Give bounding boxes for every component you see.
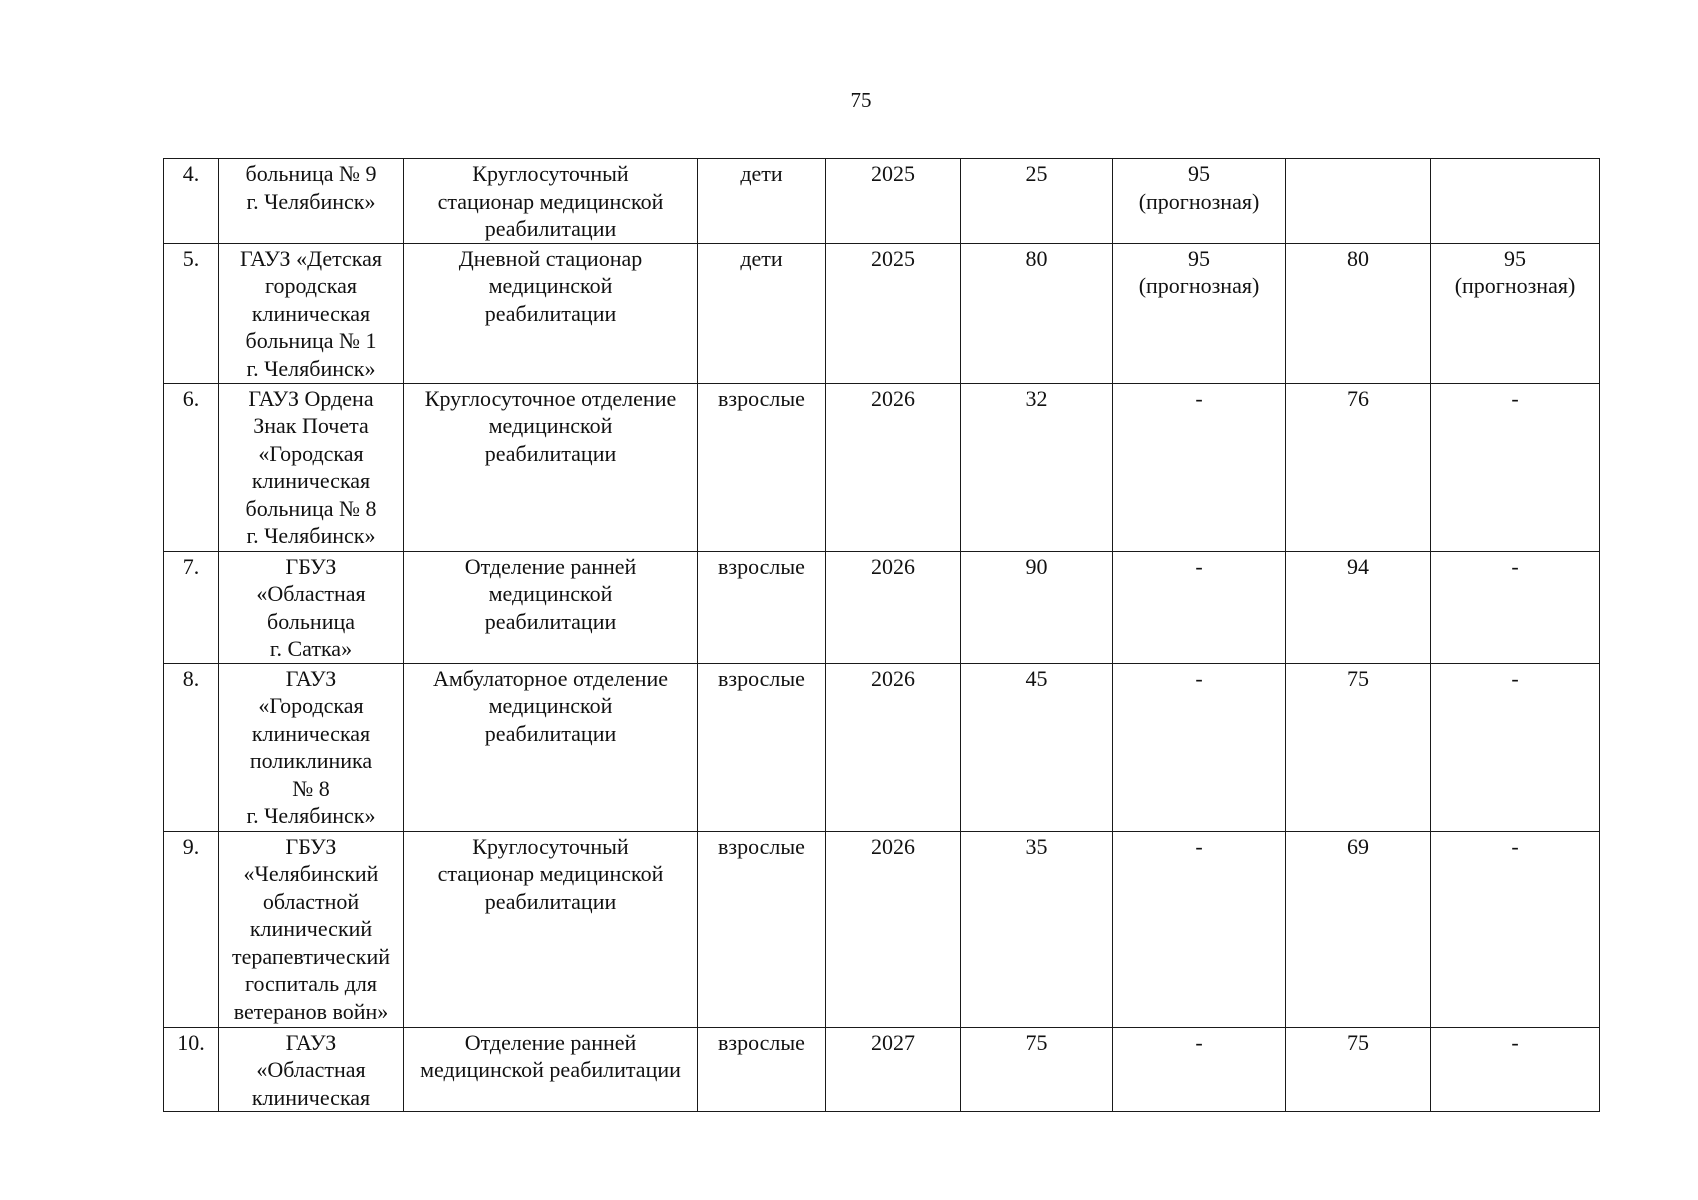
patient-group: дети <box>698 243 826 383</box>
value-2: - <box>1113 383 1286 551</box>
organization-name: ГАУЗ «Детская городская клиническая больница № 1 г. Челябинск» <box>219 243 404 383</box>
organization-name: ГАУЗ Ордена Знак Почета «Городская клиническая больница № 8 г. Челябинск» <box>219 383 404 551</box>
value-3: 94 <box>1286 551 1431 663</box>
row-number: 7. <box>164 551 219 663</box>
patient-group: дети <box>698 159 826 244</box>
value-4: - <box>1431 551 1600 663</box>
value-3: 75 <box>1286 1027 1431 1112</box>
value-2: - <box>1113 663 1286 831</box>
value-4: - <box>1431 663 1600 831</box>
organization-name: больница № 9 г. Челябинск» <box>219 159 404 244</box>
value-1: 32 <box>961 383 1113 551</box>
row-number: 4. <box>164 159 219 244</box>
unit-name: Отделение ранней медицинской реабилитации <box>404 1027 698 1112</box>
value-1: 75 <box>961 1027 1113 1112</box>
year: 2026 <box>826 831 961 1027</box>
value-3: 69 <box>1286 831 1431 1027</box>
value-4: - <box>1431 831 1600 1027</box>
value-2: 95 (прогнозная) <box>1113 243 1286 383</box>
table-row <box>164 831 1600 1027</box>
year: 2026 <box>826 663 961 831</box>
value-2: 95 (прогнозная) <box>1113 159 1286 244</box>
value-1: 35 <box>961 831 1113 1027</box>
table-row <box>164 243 1600 383</box>
value-4: - <box>1431 383 1600 551</box>
table-row <box>164 551 1600 663</box>
unit-name: Круглосуточный стационар медицинской реабилитации <box>404 831 698 1027</box>
organization-name: ГАУЗ «Областная клиническая <box>219 1027 404 1112</box>
table-row <box>164 159 1600 244</box>
row-number: 10. <box>164 1027 219 1112</box>
row-number: 9. <box>164 831 219 1027</box>
row-number: 5. <box>164 243 219 383</box>
unit-name: Дневной стационар медицинской реабилитации <box>404 243 698 383</box>
value-2: - <box>1113 831 1286 1027</box>
page-number: 75 <box>850 88 872 112</box>
value-4 <box>1431 159 1600 244</box>
organization-name: ГАУЗ «Городская клиническая поликлиника № 8 г. Челябинск» <box>219 663 404 831</box>
patient-group: взрослые <box>698 1027 826 1112</box>
value-2: - <box>1113 551 1286 663</box>
table-row <box>164 663 1600 831</box>
value-4: - <box>1431 1027 1600 1112</box>
patient-group: взрослые <box>698 383 826 551</box>
organization-name: ГБУЗ «Челябинский областной клинический терапевтический госпиталь для ветеранов войн» <box>219 831 404 1027</box>
row-number: 6. <box>164 383 219 551</box>
table-row <box>164 383 1600 551</box>
value-3: 76 <box>1286 383 1431 551</box>
value-1: 80 <box>961 243 1113 383</box>
value-3 <box>1286 159 1431 244</box>
value-3: 80 <box>1286 243 1431 383</box>
value-1: 45 <box>961 663 1113 831</box>
year: 2027 <box>826 1027 961 1112</box>
rehabilitation-table <box>163 158 1600 1112</box>
table-row <box>164 1027 1600 1112</box>
patient-group: взрослые <box>698 831 826 1027</box>
row-number: 8. <box>164 663 219 831</box>
year: 2025 <box>826 159 961 244</box>
patient-group: взрослые <box>698 551 826 663</box>
value-4: 95 (прогнозная) <box>1431 243 1600 383</box>
year: 2026 <box>826 383 961 551</box>
unit-name: Амбулаторное отделение медицинской реабилитации <box>404 663 698 831</box>
unit-name: Отделение ранней медицинской реабилитации <box>404 551 698 663</box>
patient-group: взрослые <box>698 663 826 831</box>
organization-name: ГБУЗ «Областная больница г. Сатка» <box>219 551 404 663</box>
year: 2026 <box>826 551 961 663</box>
value-2: - <box>1113 1027 1286 1112</box>
unit-name: Круглосуточное отделение медицинской реабилитации <box>404 383 698 551</box>
unit-name: Круглосуточный стационар медицинской реабилитации <box>404 159 698 244</box>
value-3: 75 <box>1286 663 1431 831</box>
value-1: 90 <box>961 551 1113 663</box>
value-1: 25 <box>961 159 1113 244</box>
year: 2025 <box>826 243 961 383</box>
